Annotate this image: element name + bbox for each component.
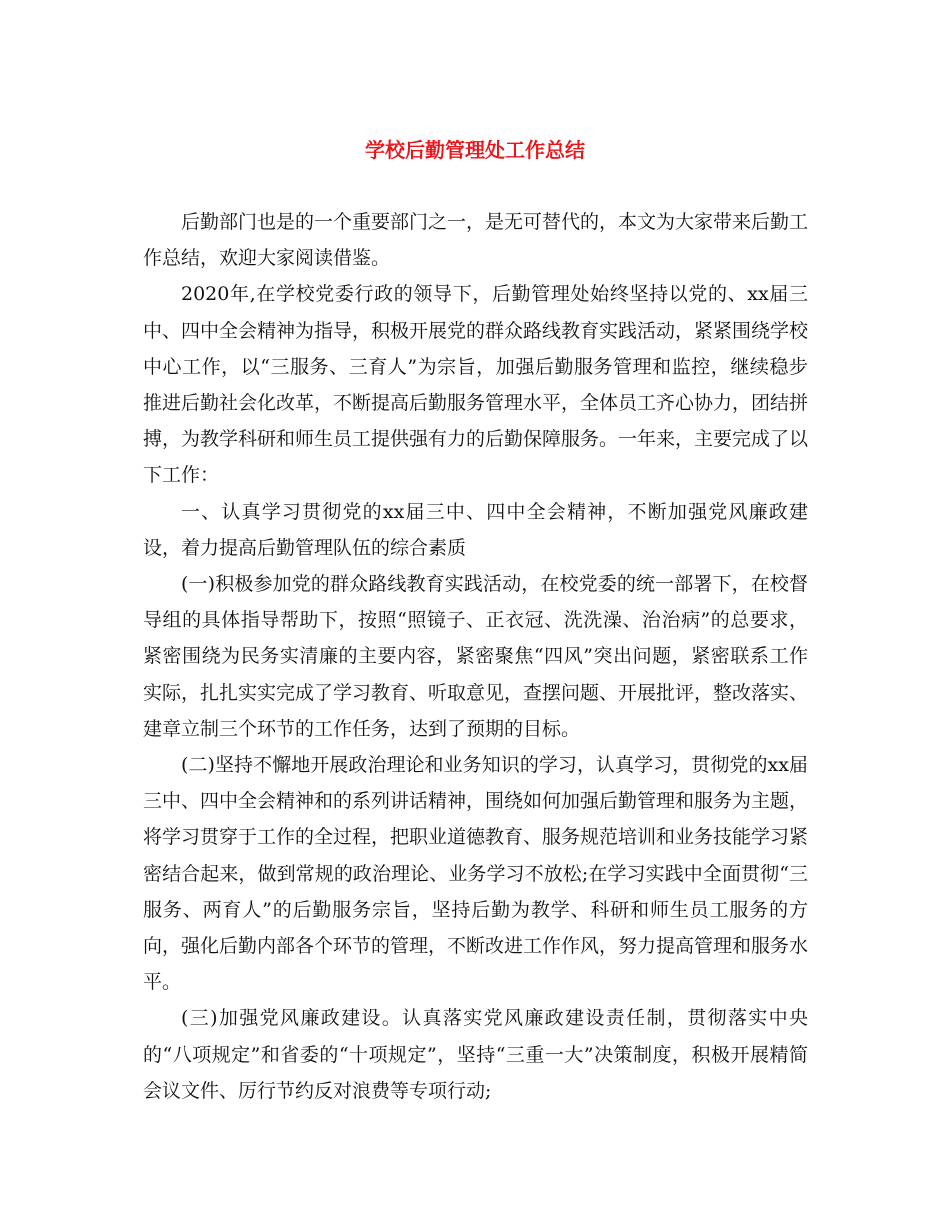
document-body — [143, 204, 808, 1109]
paragraph-section-one-heading: 一、认真学习贯彻党的xx届三中、四中全会精神，不断加强党风廉政建设，着力提高后勤管理队伍的综合素质 — [143, 500, 808, 559]
paragraph-item-three: (三)加强党风廉政建设。认真落实党风廉政建设责任制，贯彻落实中央的“八项规定”和省委的“十项规定”，坚持“三重一大”决策制度，积极开展精简会议文件、厉行节约反对浪费等专项行动; — [143, 1007, 808, 1102]
paragraph-intro: 后勤部门也是的一个重要部门之一，是无可替代的，本文为大家带来后勤工作总结，欢迎大家阅读借鉴。 — [143, 211, 809, 270]
paragraph-item-two: (二)坚持不懈地开展政治理论和业务知识的学习，认真学习，贯彻党的xx届三中、四中全会精神和的系列讲话精神，围绕如何加强后勤管理和服务为主题，将学习贯穿于工作的全过程，把职业道德教育、服务规范培训和业务技能学习紧密结合起来，做到常规的政治理论、业务学习不放松;在学习实践中全面贯彻“三服务、两育人”的后勤服务宗旨，坚持后勤为教学、科研和师生员工服务的方向，强化后勤内部各个环节的管理，不断改进工作作风，努力提高管理和服务水平。 — [143, 754, 809, 994]
paragraph-item-one: (一)积极参加党的群众路线教育实践活动，在校党委的统一部署下，在校督导组的具体指导帮助下，按照“照镜子、正衣冠、洗洗澡、治治病”的总要求，紧密围绕为民务实清廉的主要内容，紧密聚焦“四风”突出问题，紧密联系工作实际，扎扎实实完成了学习教育、听取意见，查摆问题、开展批评，整改落实、建章立制三个环节的工作任务，达到了预期的目标。 — [143, 573, 809, 740]
paragraph-overview: 2020年,在学校党委行政的领导下，后勤管理处始终坚持以党的、xx届三中、四中全会精神为指导，积极开展党的群众路线教育实践活动，紧紧围绕学校中心工作，以“三服务、三育人”为宗旨，加强后勤服务管理和监控，继续稳步推进后勤社会化改革，不断提高后勤服务管理水平，全体员工齐心协力，团结拼搏，为教学科研和师生员工提供强有力的后勤保障服务。一年来，主要完成了以下工作： — [143, 283, 809, 487]
document-title: 学校后勤管理处工作总结 — [365, 138, 585, 162]
